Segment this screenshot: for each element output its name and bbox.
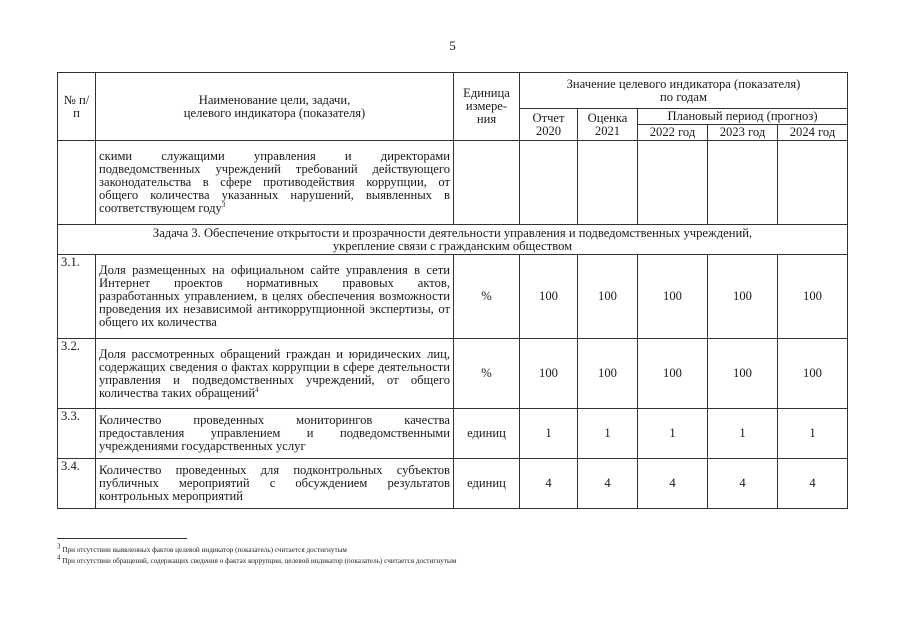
cell-num — [58, 141, 96, 225]
footnote-mark: 4 — [57, 553, 61, 562]
cell-2021 — [578, 141, 638, 225]
cell-2020: 100 — [520, 339, 578, 409]
cell-unit: единиц — [454, 409, 520, 459]
cell-2021: 100 — [578, 255, 638, 339]
footnote — [57, 553, 837, 567]
footnote-mark: 4 — [255, 385, 259, 394]
cell-unit: единиц — [454, 459, 520, 509]
header-unit: Единица измере-ния — [454, 73, 520, 141]
cell-name — [96, 141, 454, 225]
cell-2021: 4 — [578, 459, 638, 509]
header-plan-period: Плановый период (прогноз) — [638, 109, 848, 125]
header-name-line2: целевого индикатора (показателя) — [183, 105, 366, 120]
cell-num: 3.3. — [58, 409, 96, 459]
header-name-line1: Наименование цели, задачи, — [198, 92, 351, 107]
cell-2022: 100 — [638, 339, 708, 409]
cell-2022: 100 — [638, 255, 708, 339]
header-num: № п/п — [58, 73, 96, 141]
footnote — [57, 542, 837, 556]
cell-num: 3.2. — [58, 339, 96, 409]
cell-name-text: Количество проведенных мониторингов качества предоставления управлением и подведомственными учреждениями государственных услуг — [99, 413, 450, 453]
cell-num: 3.4. — [58, 459, 96, 509]
cell-unit: % — [454, 255, 520, 339]
cell-2020: 100 — [520, 255, 578, 339]
task-heading-line2: укрепление связи с гражданским обществом — [332, 238, 573, 253]
cell-name — [96, 255, 454, 339]
cell-unit — [454, 141, 520, 225]
table-row — [58, 459, 848, 509]
task-heading-line1: Задача 3. Обеспечение открытости и прозрачности деятельности управления и подведомственных учреждений, — [152, 225, 753, 240]
indicator-table — [57, 72, 848, 509]
table-row — [58, 409, 848, 459]
cell-2024: 1 — [778, 409, 848, 459]
header-value-group-line2: по годам — [660, 89, 707, 104]
cell-2024: 100 — [778, 339, 848, 409]
cell-2024: 100 — [778, 255, 848, 339]
footnote-mark: 3 — [221, 200, 226, 209]
task-heading — [58, 225, 848, 255]
cell-name — [96, 409, 454, 459]
header-2022: 2022 год — [638, 125, 708, 141]
cell-2024: 4 — [778, 459, 848, 509]
table-row — [58, 339, 848, 409]
footnotes — [57, 538, 837, 567]
cell-2020: 4 — [520, 459, 578, 509]
footnote-text: При отсутствии выявленных фактов целевой индикатор (показатель) считается достигнутым — [62, 546, 347, 554]
cell-name — [96, 339, 454, 409]
cell-num: 3.1. — [58, 255, 96, 339]
cell-2020 — [520, 141, 578, 225]
cell-name-text: Доля рассмотренных обращений граждан и юридических лиц, содержащих сведения о фактах коррупции в сфере деятельности управления и подведомственных учреждений, от общего количества таких обращений — [99, 346, 450, 400]
page-number: 5 — [449, 38, 456, 53]
cell-unit: % — [454, 339, 520, 409]
header-name — [96, 73, 454, 141]
footnote-divider — [57, 538, 187, 539]
header-2024: 2024 год — [778, 125, 848, 141]
table-row — [58, 255, 848, 339]
header-estimate-2021: Оценка 2021 — [578, 109, 638, 141]
cell-name — [96, 459, 454, 509]
cell-2023: 100 — [708, 255, 778, 339]
header-report-2020: Отчет 2020 — [520, 109, 578, 141]
cell-2020: 1 — [520, 409, 578, 459]
cell-2022 — [638, 141, 708, 225]
cell-2023: 100 — [708, 339, 778, 409]
cell-2023: 1 — [708, 409, 778, 459]
cell-2023: 4 — [708, 459, 778, 509]
cell-name-text: Количество проведенных для подконтрольных субъектов публичных мероприятий с обсуждением результатов контрольных мероприятий — [99, 463, 450, 503]
header-value-group-line1: Значение целевого индикатора (показателя) — [566, 76, 801, 91]
cell-2021: 1 — [578, 409, 638, 459]
task-row — [58, 225, 848, 255]
footnote-text: При отсутствии обращений, содержащих сведения о фактах коррупции, целевой индикатор (показатель) считается достигнутым — [62, 557, 457, 565]
footnote-mark: 3 — [57, 542, 61, 551]
cell-2023 — [708, 141, 778, 225]
cell-2022: 4 — [638, 459, 708, 509]
cell-name-text: скими служащими управления и директорами подведомственных учреждений требований действующего законодательства в сфере противодействия коррупции, от общего количества указанных нарушений, выявленных в соответствующем году — [99, 149, 450, 215]
table-row-continuation — [58, 141, 848, 225]
cell-name-text: Доля размещенных на официальном сайте управления в сети Интернет проектов нормативных правовых актов, разработанных управлением, в целях обеспечения возможности проведения их независимой антикоррупционной экспертизы, от общего их количества — [99, 263, 450, 329]
header-value-group — [520, 73, 848, 109]
cell-2021: 100 — [578, 339, 638, 409]
header-2023: 2023 год — [708, 125, 778, 141]
cell-2022: 1 — [638, 409, 708, 459]
cell-2024 — [778, 141, 848, 225]
